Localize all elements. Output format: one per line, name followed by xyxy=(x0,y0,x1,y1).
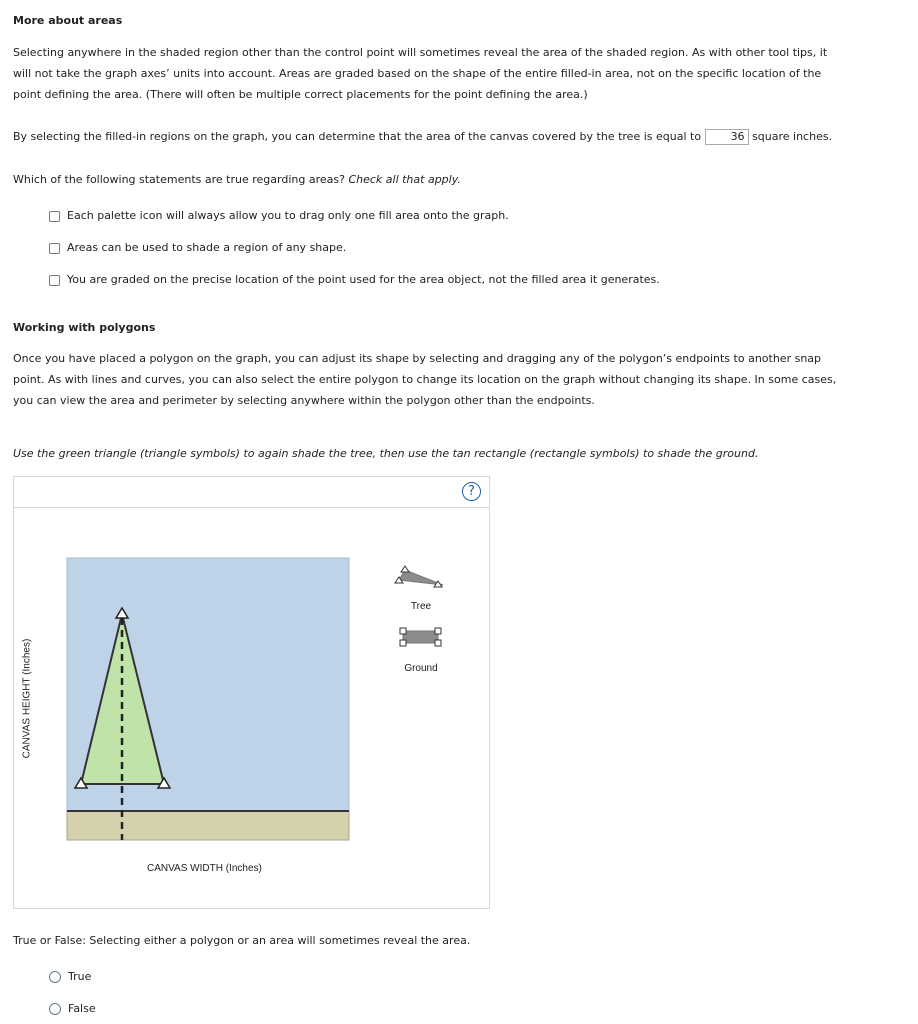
tf-question: True or False: Selecting either a polygon or an area will sometimes reveal the area. xyxy=(13,934,471,947)
rectangle-corner-icon xyxy=(435,628,441,634)
palette-label-ground: Ground xyxy=(404,663,438,674)
radio-option-true[interactable] xyxy=(49,970,91,983)
option-label: True xyxy=(68,970,92,983)
radio-button[interactable] xyxy=(49,971,61,983)
para-line: you can view the area and perimeter by selecting anywhere within the polygon other than the endpoints. xyxy=(13,394,595,407)
para-line: point. As with lines and curves, you can also select the entire polygon to change its location on the graph without changing its shape. In some cases, xyxy=(13,373,837,386)
ground-rectangle[interactable] xyxy=(67,811,349,840)
rectangle-corner-icon xyxy=(400,640,406,646)
para-line: will not take the graph axes’ units into account. Areas are graded based on the shape of the entire filled-in area, not on the specific location of the xyxy=(13,67,822,80)
graph-instruction: Use the green triangle (triangle symbols) to again shade the tree, then use the tan rectangle (rectangle symbols) to shade the ground. xyxy=(13,447,759,460)
option-label: Areas can be used to shade a region of any shape. xyxy=(67,241,347,254)
rectangle-corner-icon xyxy=(435,640,441,646)
option-label: False xyxy=(68,1002,96,1015)
option-label: You are graded on the precise location of the point used for the area object, not the filled area it generates. xyxy=(67,273,660,286)
section-heading-areas: More about areas xyxy=(13,14,123,27)
para-line: point defining the area. (There will often be multiple correct placements for the point defining the area.) xyxy=(13,88,588,101)
palette-label-tree: Tree xyxy=(410,601,432,612)
ground-palette-tool[interactable] xyxy=(400,628,441,646)
para-line: Once you have placed a polygon on the graph, you can adjust its shape by selecting and dragging any of the polygon’s endpoints to another snap xyxy=(13,352,822,365)
fill-prefix: By selecting the filled-in regions on the graph, you can determine that the area of the canvas covered by the tree is equal to xyxy=(13,130,702,143)
fill-suffix: square inches. xyxy=(752,130,833,143)
para-line: Selecting anywhere in the shaded region other than the control point will sometimes reveal the area of the shaded region. As with other tool tips, it xyxy=(13,46,828,59)
tree-palette-tool[interactable] xyxy=(395,566,443,587)
section-heading-polygons: Working with polygons xyxy=(13,321,156,334)
radio-button[interactable] xyxy=(49,1003,61,1015)
question-instruction: Check all that apply. xyxy=(348,173,461,186)
radio-option-false[interactable] xyxy=(49,1002,96,1015)
rectangle-corner-icon xyxy=(400,628,406,634)
tree-area-input[interactable]: 36 xyxy=(705,129,749,145)
x-axis-label: CANVAS WIDTH (Inches) xyxy=(147,863,262,874)
triangle-vertex-icon xyxy=(401,566,409,572)
question-text: Which of the following statements are true regarding areas? xyxy=(13,173,345,186)
rectangle-icon xyxy=(403,631,438,643)
y-axis-label: CANVAS HEIGHT (Inches) xyxy=(21,638,33,759)
help-icon[interactable]: ? xyxy=(462,482,481,501)
option-label: Each palette icon will always allow you to drag only one fill area onto the graph. xyxy=(67,209,509,222)
